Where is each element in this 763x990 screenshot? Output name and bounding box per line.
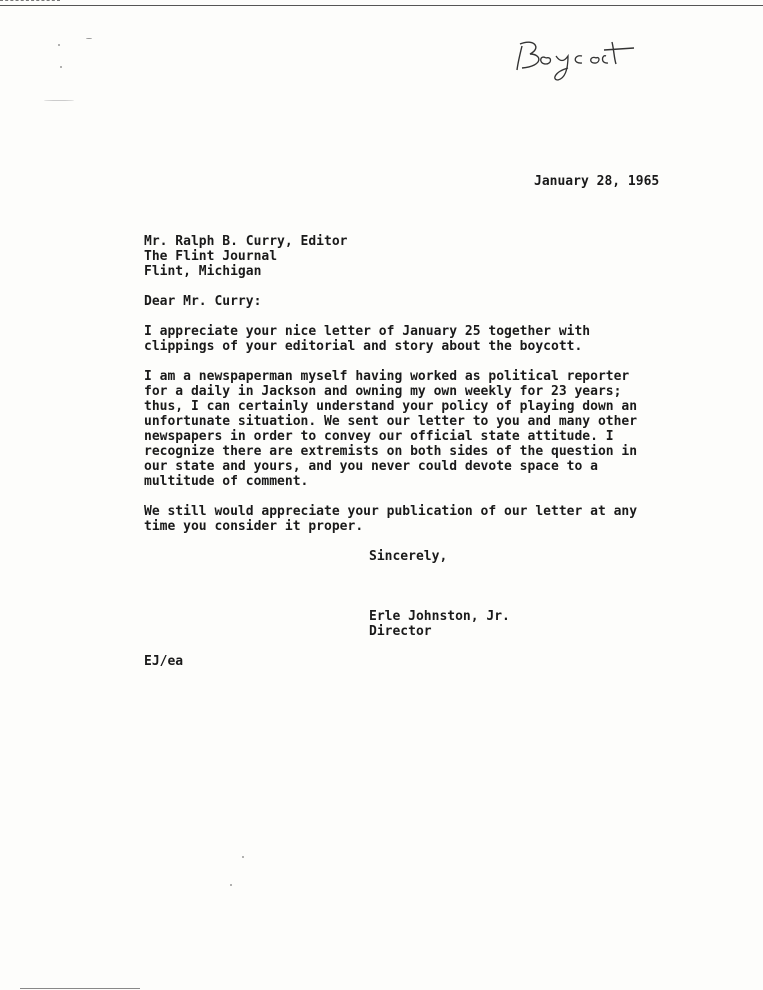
body-line: for a daily in Jackson and owning my own weekly for 23 years;: [144, 384, 622, 399]
body-line: unfortunate situation. We sent our letter to you and many other: [144, 414, 638, 429]
body-line: I am a newspaperman myself having worked as political reporter: [144, 369, 630, 384]
letter-date: January 28, 1965: [534, 174, 660, 189]
reference-initials: EJ/ea: [144, 654, 184, 669]
svg-text:Boycott: Boycott: [512, 82, 517, 83]
signer-name: Erle Johnston, Jr.: [369, 609, 510, 624]
body-line: thus, I can certainly understand your policy of playing down an: [144, 399, 638, 414]
top-dashed-rule: [0, 0, 60, 1]
body-line: clippings of your editorial and story about the boycott.: [144, 339, 583, 354]
body-line: our state and yours, and you never could devote space to a: [144, 459, 598, 474]
body-line: recognize there are extremists on both sides of the question in: [144, 444, 638, 459]
body-line: newspapers in order to convey our official state attitude. I: [144, 429, 614, 444]
top-rule: [0, 5, 763, 6]
signature-block: [369, 609, 510, 639]
body-line: We still would appreciate your publication of our letter at any: [144, 504, 638, 519]
scan-speck: [44, 100, 74, 101]
recipient-address: [144, 234, 348, 279]
body-line: I appreciate your nice letter of January 25 together with: [144, 324, 591, 339]
signer-title: Director: [369, 624, 432, 639]
closing: Sincerely,: [369, 549, 448, 564]
handwritten-note: [512, 28, 642, 84]
scan-speck: [60, 66, 62, 68]
salutation: Dear Mr. Curry:: [144, 294, 262, 309]
recipient-organization-line: The Flint Journal: [144, 249, 278, 264]
recipient-name-line: Mr. Ralph B. Curry, Editor: [144, 234, 348, 249]
scan-speck: [58, 44, 60, 46]
body-line: multitude of comment.: [144, 474, 309, 489]
bottom-rule: [20, 988, 140, 989]
recipient-city-line: Flint, Michigan: [144, 264, 262, 279]
body-paragraph-3: [144, 504, 637, 534]
body-line: time you consider it proper.: [144, 519, 364, 534]
scan-speck: [230, 884, 232, 886]
scan-speck: [242, 856, 244, 858]
scan-speck: [86, 38, 92, 39]
body-paragraph-2: [144, 369, 637, 489]
body-paragraph-1: [144, 324, 590, 354]
